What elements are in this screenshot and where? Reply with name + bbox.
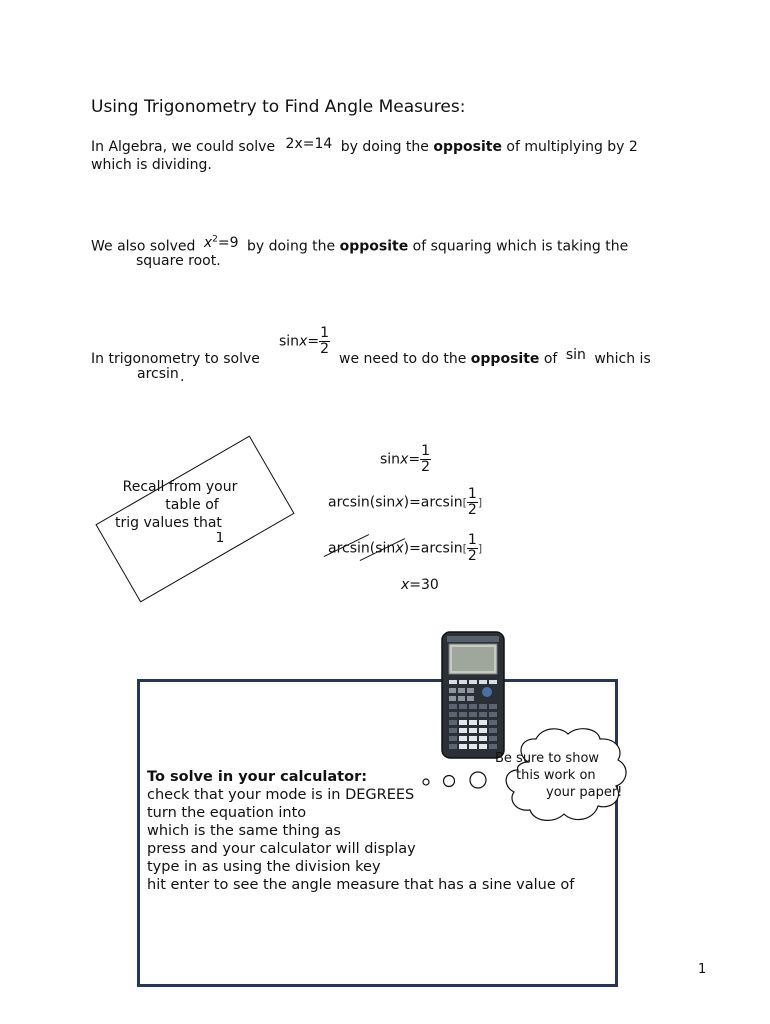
right-bracket-icon: ] xyxy=(477,542,483,555)
work-line-3 xyxy=(328,533,482,564)
work2-left: arcsin(sin xyxy=(328,494,396,511)
work-numerator: 1 xyxy=(421,443,431,459)
equation-sinx-half xyxy=(279,326,330,357)
cloud-line-2: this work on xyxy=(516,768,596,783)
para1-opposite: opposite xyxy=(433,139,502,155)
eq-equals-14: =14 xyxy=(302,136,333,152)
left-bracket-icon: [ xyxy=(462,496,467,509)
work3-x: x xyxy=(395,540,404,557)
fraction-denominator: 2 xyxy=(320,341,330,357)
equation-2x-14 xyxy=(286,136,333,152)
work-sin: sin xyxy=(380,451,401,468)
page-number: 1 xyxy=(698,962,707,977)
sin-function: sin xyxy=(565,347,586,363)
work-x: x xyxy=(400,451,409,468)
work3-fraction xyxy=(467,533,478,564)
work4-x: x xyxy=(401,577,410,593)
right-bracket-icon: ] xyxy=(477,496,483,509)
fraction-numerator: 1 xyxy=(320,325,330,341)
para3-tail: which is xyxy=(594,351,651,367)
work3-mid: )=arcsin xyxy=(403,540,463,557)
work3-numerator: 1 xyxy=(467,532,477,548)
eq-2x: 2x xyxy=(285,136,303,152)
work-denominator: 2 xyxy=(421,459,431,475)
work-line-1 xyxy=(380,444,431,475)
recall-line-4: 1 xyxy=(215,532,225,542)
page-title: Using Trigonometry to Find Angle Measures: xyxy=(91,97,466,117)
para3-opposite: opposite xyxy=(470,351,540,367)
work2-fraction xyxy=(467,487,478,518)
eq-equals: = xyxy=(307,333,320,350)
work-fraction xyxy=(420,444,431,475)
calc-line-6: hit enter to see the angle measure that has a sine value of xyxy=(147,877,575,893)
para3-of: of xyxy=(543,351,558,367)
work3-left: arcsin(sin xyxy=(328,540,396,557)
equation-x-squared-9 xyxy=(204,235,239,251)
calc-line-3: which is the same thing as xyxy=(147,823,341,839)
calc-line-5: type in as using the division key xyxy=(147,859,381,875)
work4-right: =30 xyxy=(409,577,439,593)
eq-x: x xyxy=(203,234,213,251)
calc-line-4: press and your calculator will display xyxy=(147,841,416,857)
cloud-line-1: Be sure to show xyxy=(495,751,600,766)
para2-text-before: We also solved xyxy=(91,238,196,255)
recall-text xyxy=(100,478,260,542)
para1-line2: which is dividing. xyxy=(91,157,212,173)
para1-tail: of multiplying by 2 xyxy=(506,139,638,155)
para2-line2: square root. xyxy=(136,253,221,269)
para3-text-after: we need to do the xyxy=(339,351,467,367)
paragraph-algebra-division xyxy=(91,138,638,156)
eq-equals-9: =9 xyxy=(217,234,239,251)
recall-line-1: Recall from your xyxy=(122,479,238,495)
calc-line-2: turn the equation into xyxy=(147,805,307,821)
para3-text-before: In trigonometry to solve xyxy=(91,351,260,367)
work-line-4 xyxy=(401,577,439,593)
work2-mid: )=arcsin xyxy=(403,494,463,511)
calc-heading: To solve in your calculator: xyxy=(147,769,368,785)
para2-tail: of squaring which is taking the xyxy=(412,238,629,255)
recall-line-2: table of xyxy=(165,497,219,513)
left-bracket-icon: [ xyxy=(462,542,467,555)
para2-text-after: by doing the xyxy=(246,238,336,255)
work3-denominator: 2 xyxy=(467,548,477,564)
arcsin-answer: arcsin xyxy=(137,366,179,382)
para2-opposite: opposite xyxy=(339,238,409,255)
work2-numerator: 1 xyxy=(467,486,477,502)
eq-sin: sin xyxy=(279,333,300,350)
cloud-line-3: your paper! xyxy=(546,785,623,800)
paragraph-trig-opposite xyxy=(339,347,651,368)
para1-text-after: by doing the xyxy=(340,139,429,155)
period: . xyxy=(180,369,185,385)
work2-x: x xyxy=(395,494,404,511)
fraction-one-half xyxy=(319,326,330,357)
work2-denominator: 2 xyxy=(467,502,477,518)
work-line-2 xyxy=(328,487,482,518)
para1-text-before: In Algebra, we could solve xyxy=(91,139,276,155)
eq-x: x xyxy=(299,333,308,350)
eq-exponent: 2 xyxy=(212,234,218,244)
calc-line-1: check that your mode is in DEGREES xyxy=(147,787,415,803)
recall-line-3: trig values that xyxy=(115,515,222,531)
thought-cloud-text xyxy=(495,750,630,801)
work-equals: = xyxy=(408,451,421,468)
